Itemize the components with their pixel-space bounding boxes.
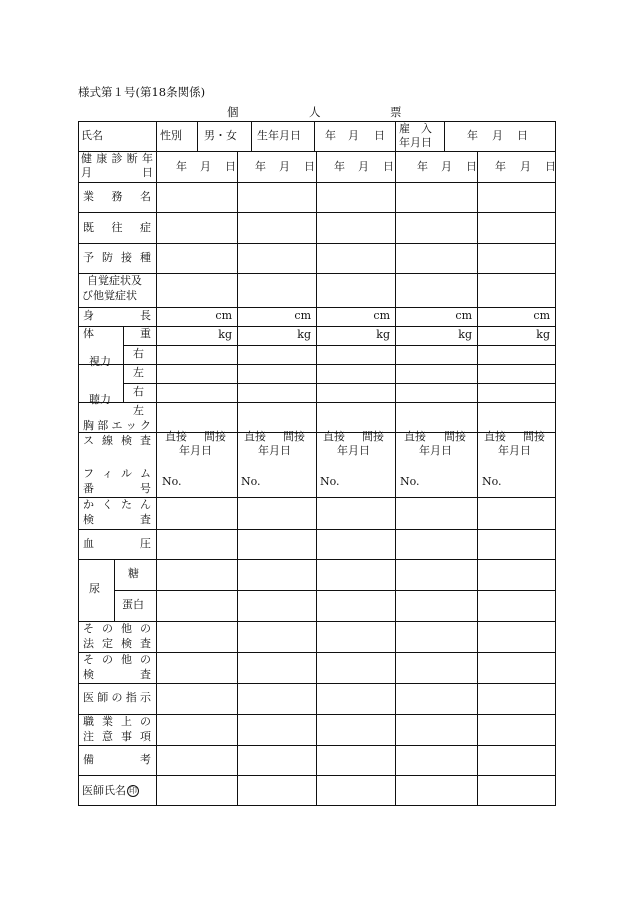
label-char: 既 (83, 221, 94, 234)
label-char: 他 (121, 653, 132, 666)
label-char: 医 (83, 691, 94, 704)
birth-label: 生年月日 (257, 129, 301, 142)
label-char: ム (140, 467, 151, 480)
xray-direct: 直接 (404, 430, 426, 443)
weight-unit: kg (458, 328, 472, 341)
other-exam-label-2 (83, 668, 151, 682)
exam-month-unit: 月 (200, 160, 211, 173)
xray-direct: 直接 (484, 430, 506, 443)
label-char: 番 (83, 482, 94, 495)
label-char: 師 (97, 691, 109, 704)
row-divider (78, 529, 556, 530)
label-char: 意 (102, 730, 113, 743)
xray-ymd: 年月日 (419, 444, 452, 457)
label-char: の (102, 622, 113, 635)
hire-label-2: 年月日 (399, 136, 432, 149)
row-divider (78, 402, 556, 403)
hire-label-1: 雇 入 (399, 122, 432, 135)
other-legal-label-1 (83, 622, 151, 636)
vision-right-label: 右 (133, 347, 144, 360)
label-char: の (111, 691, 123, 704)
label-char: 重 (140, 327, 151, 340)
row-divider (78, 212, 556, 213)
exam-day-unit: 日 (545, 160, 556, 173)
label-char: 検 (121, 434, 132, 447)
film-label-1 (83, 467, 151, 481)
remarks-label (83, 753, 151, 767)
label-char: ん (140, 498, 151, 511)
urine-sugar-label: 糖 (128, 567, 139, 580)
birth-month-unit: 月 (348, 129, 359, 142)
symptoms-label-1: 自覚症状及 (87, 274, 142, 287)
doctor-name-label: 医師氏名 印 (82, 784, 137, 797)
height-unit: cm (294, 309, 311, 322)
col-divider (114, 559, 115, 621)
label-char: 身 (83, 309, 94, 322)
xray-indirect: 間接 (204, 430, 226, 443)
col-divider (251, 121, 252, 151)
label-char: 検 (83, 668, 94, 681)
label-char: 他 (121, 622, 132, 635)
xray-label-2 (83, 434, 151, 448)
hearing-label: 聴力 (89, 393, 111, 406)
col-divider (156, 151, 157, 806)
hire-day-unit: 日 (517, 129, 528, 142)
xray-direct: 直接 (244, 430, 266, 443)
exam-year-unit: 年 (495, 160, 506, 173)
row-divider (78, 307, 556, 308)
row-divider (78, 243, 556, 244)
exam-year-unit: 年 (176, 160, 187, 173)
xray-direct: 直接 (165, 430, 187, 443)
label-char: の (140, 715, 151, 728)
label-char: 接 (121, 251, 132, 264)
label-char: 定 (102, 637, 113, 650)
label-char: 部 (97, 419, 109, 432)
label-char: 種 (140, 251, 151, 264)
col-divider (237, 151, 238, 806)
sputum-label-2 (83, 513, 151, 527)
label-char: た (121, 498, 132, 511)
weight-unit: kg (536, 328, 550, 341)
doctor-instruction-label (83, 691, 151, 705)
exam-date-label-month: 月 (81, 166, 92, 179)
exam-day-unit: 日 (304, 160, 315, 173)
personal-record-table (78, 121, 556, 806)
label-char: フ (83, 467, 94, 480)
label-char: 号 (140, 482, 151, 495)
label-char: か (83, 498, 94, 511)
urine-protein-label: 蛋白 (122, 598, 144, 611)
exam-month-unit: 月 (358, 160, 369, 173)
birth-year-unit: 年 (325, 129, 336, 142)
label-char: の (102, 653, 113, 666)
title-char: 票 (390, 105, 402, 119)
label-char: 考 (140, 753, 151, 766)
xray-direct: 直接 (323, 430, 345, 443)
label-char: 防 (102, 251, 113, 264)
job-name-label (83, 190, 151, 204)
xray-indirect: 間接 (362, 430, 384, 443)
height-unit: cm (373, 309, 390, 322)
xray-indirect: 間接 (444, 430, 466, 443)
label-char: 胸 (83, 419, 94, 432)
film-no: No. (400, 475, 420, 488)
weight-unit: kg (376, 328, 390, 341)
col-divider (395, 151, 396, 806)
job-notes-label-2 (83, 730, 151, 744)
urine-label: 尿 (89, 582, 100, 595)
hire-month-unit: 月 (492, 129, 503, 142)
sputum-label-1 (83, 498, 151, 512)
height-unit: cm (455, 309, 472, 322)
exam-month-unit: 月 (441, 160, 452, 173)
col-divider (395, 121, 396, 151)
label-char: ル (121, 467, 132, 480)
label-char: の (140, 653, 151, 666)
form-code: 様式第１号(第18条関係) (78, 85, 206, 99)
exam-date-label-day: 日 (142, 166, 153, 179)
name-label: 氏名 (81, 129, 103, 142)
birth-day-unit: 日 (374, 129, 385, 142)
hearing-right-label: 右 (133, 385, 144, 398)
row-divider (78, 273, 556, 274)
xray-ymd: 年月日 (337, 444, 370, 457)
weight-unit: kg (297, 328, 311, 341)
label-char: 圧 (140, 537, 151, 550)
film-no: No. (482, 475, 502, 488)
label-char: 指 (125, 691, 137, 704)
exam-year-unit: 年 (255, 160, 266, 173)
symptoms-label-2: び他覚症状 (82, 289, 137, 302)
hearing-left-label: 左 (133, 404, 144, 417)
film-no: No. (241, 475, 261, 488)
sex-label: 性別 (160, 129, 182, 142)
label-char: 注 (83, 730, 94, 743)
label-char: 線 (102, 434, 113, 447)
vision-label: 視力 (89, 355, 111, 368)
col-divider (477, 151, 478, 806)
label-char: 体 (83, 327, 94, 340)
label-char: 法 (83, 637, 94, 650)
seal-mark: 印 (129, 786, 137, 795)
exam-day-unit: 日 (466, 160, 477, 173)
row-divider (78, 683, 556, 684)
label-char: ク (140, 419, 151, 432)
weight-unit: kg (218, 328, 232, 341)
label-char: ィ (102, 467, 113, 480)
past-illness-label (83, 221, 151, 235)
label-char: 症 (140, 221, 151, 234)
label-char: そ (83, 653, 94, 666)
label-char: く (102, 498, 113, 511)
xray-ymd: 年月日 (179, 444, 212, 457)
row-divider (78, 745, 556, 746)
label-char: 上 (121, 715, 132, 728)
hire-year-unit: 年 (467, 129, 478, 142)
col-divider (314, 121, 315, 151)
sex-options: 男・女 (204, 129, 237, 142)
row-divider (114, 590, 556, 591)
xray-label-1 (83, 419, 151, 433)
label-char: 業 (83, 190, 94, 203)
label-char: 健 (81, 152, 92, 165)
label-char: の (140, 622, 151, 635)
label-char: 年 (142, 152, 153, 165)
title-char: 人 (309, 105, 321, 119)
row-divider (78, 182, 556, 183)
label-char: 検 (121, 637, 132, 650)
exam-year-unit: 年 (334, 160, 345, 173)
xray-ymd: 年月日 (258, 444, 291, 457)
xray-indirect: 間接 (283, 430, 305, 443)
label-char: 職 (83, 715, 94, 728)
label-char: 診 (111, 152, 123, 165)
row-divider (123, 383, 556, 384)
label-char: 名 (140, 190, 151, 203)
label-char: 示 (140, 691, 151, 704)
label-char: 予 (83, 251, 94, 264)
col-divider (156, 121, 157, 151)
label-char: 検 (83, 513, 94, 526)
other-exam-label-1 (83, 653, 151, 667)
title-char: 個 (227, 105, 239, 119)
label-char: 査 (140, 513, 151, 526)
vision-left-label: 左 (133, 366, 144, 379)
xray-ymd: 年月日 (498, 444, 531, 457)
label-char: 査 (140, 668, 151, 681)
film-no: No. (162, 475, 182, 488)
label-char: 康 (96, 152, 108, 165)
height-unit: cm (533, 309, 550, 322)
label-char: 備 (83, 753, 94, 766)
label-char: エ (111, 419, 123, 432)
exam-date-label-1 (81, 152, 153, 166)
row-divider (78, 775, 556, 776)
xray-indirect: 間接 (523, 430, 545, 443)
label-char: ッ (125, 419, 137, 432)
label-char: ス (83, 434, 94, 447)
label-char: 事 (121, 730, 132, 743)
label-char: 査 (140, 434, 151, 447)
row-divider (78, 559, 556, 560)
exam-day-unit: 日 (383, 160, 394, 173)
blood-pressure-label (83, 537, 151, 551)
film-label-2 (83, 482, 151, 496)
exam-day-unit: 日 (225, 160, 236, 173)
vaccination-label (83, 251, 151, 265)
label-char: 血 (83, 537, 94, 550)
label-char: 業 (102, 715, 113, 728)
label-char: 務 (111, 190, 123, 203)
other-legal-label-2 (83, 637, 151, 651)
height-label (83, 309, 151, 323)
job-notes-label-1 (83, 715, 151, 729)
col-divider (197, 121, 198, 151)
col-divider (316, 151, 317, 806)
row-divider (78, 364, 556, 365)
film-no: No. (320, 475, 340, 488)
label-char: 長 (140, 309, 151, 322)
label-char: 査 (140, 637, 151, 650)
exam-year-unit: 年 (417, 160, 428, 173)
label-char: 断 (126, 152, 138, 165)
weight-label (83, 327, 151, 341)
label-char: 項 (140, 730, 151, 743)
exam-month-unit: 月 (279, 160, 290, 173)
row-divider (123, 345, 556, 346)
label-char: 往 (111, 221, 123, 234)
col-divider (444, 121, 445, 151)
height-unit: cm (215, 309, 232, 322)
label-char: そ (83, 622, 94, 635)
exam-month-unit: 月 (520, 160, 531, 173)
